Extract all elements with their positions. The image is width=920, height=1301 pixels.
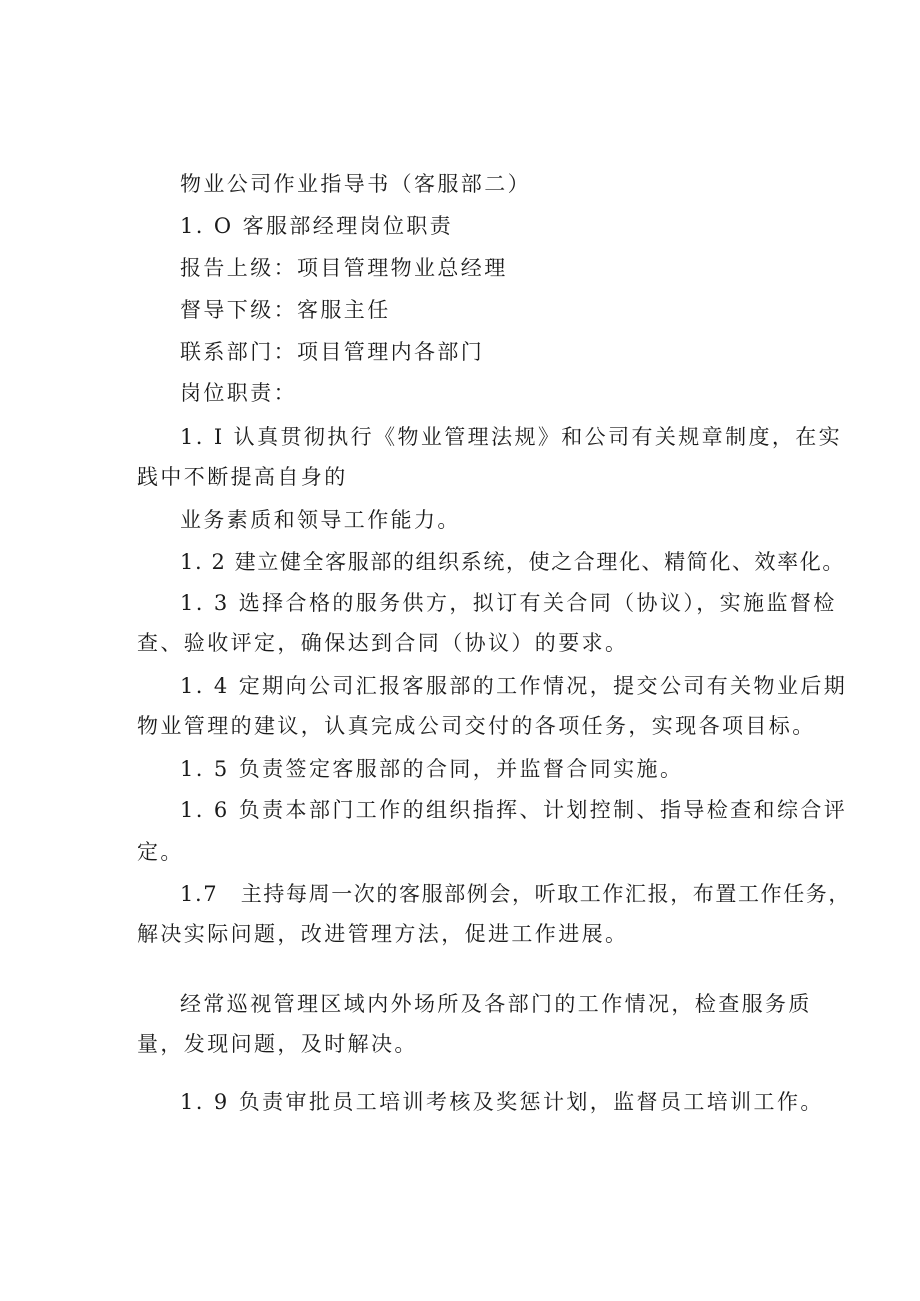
duty-item-1-3-line-2: 查、验收评定，确保达到合同（协议）的要求。: [137, 631, 629, 655]
liaison-line: 联系部门：项目管理内各部门: [180, 340, 485, 364]
supervises-line: 督导下级：客服主任: [180, 298, 391, 322]
duty-item-1-9: 1. 9 负责审批员工培训考核及奖惩计划，监督员工培训工作。: [180, 1090, 824, 1114]
duty-item-1-5: 1. 5 负责签定客服部的合同，并监督合同实施。: [180, 757, 684, 781]
duty-item-1-8-line-2: 量，发现问题，及时解决。: [137, 1032, 418, 1056]
duty-item-1-4-line-2: 物业管理的建议，认真完成公司交付的各项任务，实现各项目标。: [137, 714, 816, 738]
duty-item-1-1-line-3: 业务素质和领导工作能力。: [180, 508, 461, 532]
duty-item-1-4-line-1: 1. 4 定期向公司汇报客服部的工作情况，提交公司有关物业后期: [180, 674, 848, 698]
reports-to-line: 报告上级：项目管理物业总经理: [180, 256, 508, 280]
duty-item-1-7-line-1: 1.7 主持每周一次的客服部例会，听取工作汇报，布置工作任务，: [180, 882, 851, 906]
duty-item-1-8-line-1: 经常巡视管理区域内外场所及各部门的工作情况，检查服务质: [180, 992, 812, 1016]
duty-item-1-1-line-1: 1. I 认真贯彻执行《物业管理法规》和公司有关规章制度，在实: [180, 425, 843, 449]
section-heading: 1. O 客服部经理岗位职责: [180, 214, 454, 238]
duty-item-1-6-line-1: 1. 6 负责本部门工作的组织指挥、计划控制、指导检查和综合评: [180, 798, 848, 822]
duty-item-1-7-line-2: 解决实际问题，改进管理方法，促进工作进展。: [137, 922, 629, 946]
duty-item-1-1-line-2: 践中不断提高自身的: [137, 465, 348, 489]
document-title: 物业公司作业指导书（客服部二）: [180, 172, 531, 196]
duties-label: 岗位职责：: [180, 381, 297, 405]
duty-item-1-2: 1. 2 建立健全客服部的组织系统，使之合理化、精简化、效率化。: [180, 550, 845, 574]
duty-item-1-6-line-2: 定。: [137, 840, 184, 864]
duty-item-1-3-line-1: 1. 3 选择合格的服务供方，拟订有关合同（协议），实施监督检: [180, 591, 837, 615]
